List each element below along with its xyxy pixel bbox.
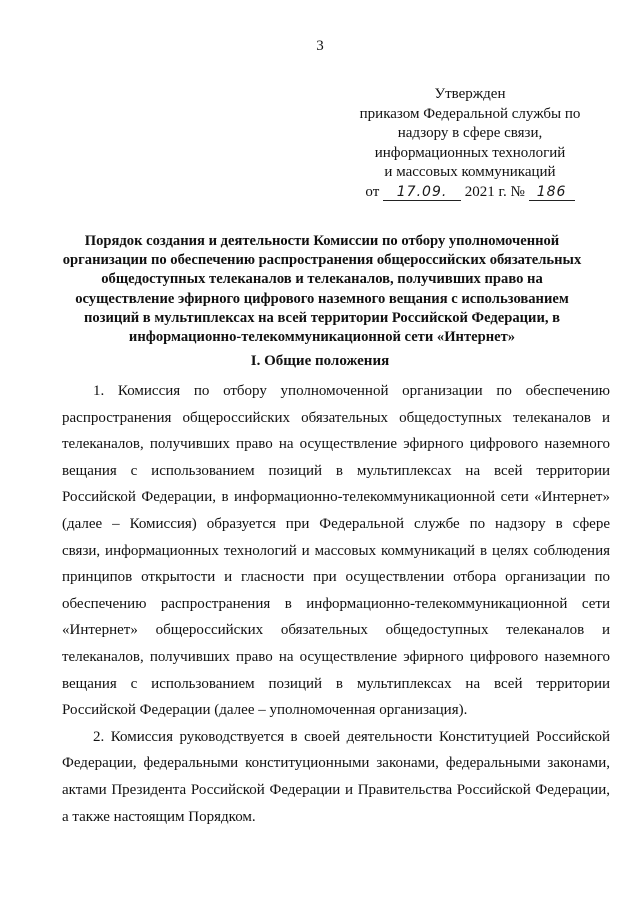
title-line: позиций в мультиплексах на всей территории Российской Федерации, в <box>83 309 561 326</box>
page-number: 3 <box>316 38 324 54</box>
paragraph-line: распространения общероссийских обязательных общедоступных телеканалов и <box>62 409 610 426</box>
section-heading: I. Общие положения <box>250 353 390 369</box>
paragraph-line: связи, информационных технологий и массовых коммуникаций в целях соблюдения <box>62 542 610 559</box>
approval-line: приказом Федеральной службы по <box>359 105 581 122</box>
title-line: информационно-телекоммуникационной сети «Интернет» <box>128 329 516 346</box>
document-title <box>62 232 582 347</box>
paragraph-line: а также настоящим Порядком. <box>62 808 256 825</box>
paragraph-line: вещания с использованием позиций в мультиплексах на всей территории <box>62 675 610 692</box>
year-and-number-label: 2021 г. № <box>464 183 525 200</box>
approval-block <box>330 85 610 202</box>
handwritten-order-number: 186 <box>529 185 575 201</box>
paragraph-line: Федерации, федеральными конституционными законами, федеральными законами, <box>62 755 610 772</box>
paragraph-line: обеспечению распространения в информационно-телекоммуникационной сети <box>62 595 610 612</box>
paragraph-line: принципов открытости и гласности при осуществлении отбора организации по <box>62 569 610 586</box>
title-line: Порядок создания и деятельности Комиссии по отбору уполномоченной <box>84 233 560 249</box>
approval-line: и массовых коммуникаций <box>384 164 556 180</box>
handwritten-date: 17.09. <box>383 185 461 201</box>
title-line: организации по обеспечению распространения общероссийских обязательных <box>62 252 582 269</box>
title-line: осуществление эфирного цифрового наземного вещания с использованием <box>75 290 569 307</box>
paragraph-line: 1. Комиссия по отбору уполномоченной организации по обеспечению <box>93 383 610 399</box>
paragraph-line: Российской Федерации (далее – уполномоченная организация). <box>62 702 468 719</box>
paragraph-line: актами Президента Российской Федерации и Правительства Российской Федерации, <box>62 781 610 798</box>
approval-line: информационных технологий <box>374 144 566 161</box>
paragraph-line: «Интернет» общероссийских обязательных общедоступных телеканалов и <box>62 622 610 639</box>
paragraph-line: Российской Федерации, в информационно-телекоммуникационной сети «Интернет» <box>62 489 610 506</box>
date-prefix: от <box>365 183 380 200</box>
paragraph-line: телеканалов, получивших право на осуществление эфирного цифрового наземного <box>62 648 610 665</box>
paragraph-2 <box>62 724 610 830</box>
paragraph-line: телеканалов, получивших право на осуществление эфирного цифрового наземного <box>62 436 610 453</box>
title-line: общедоступных телеканалов и телеканалов, получивших право на <box>101 271 543 288</box>
approval-date-line <box>330 183 610 203</box>
paragraph-1 <box>62 378 610 724</box>
approval-line: надзору в сфере связи, <box>397 125 543 141</box>
approval-line: Утвержден <box>434 86 506 102</box>
paragraph-line: (далее – Комиссия) образуется при Федеральной службе по надзору в сфере <box>62 515 610 532</box>
paragraph-line: 2. Комиссия руководствуется в своей деятельности Конституцией Российской <box>93 728 610 745</box>
document-body <box>62 378 610 830</box>
paragraph-line: вещания с использованием позиций в мультиплексах на всей территории <box>62 462 610 479</box>
